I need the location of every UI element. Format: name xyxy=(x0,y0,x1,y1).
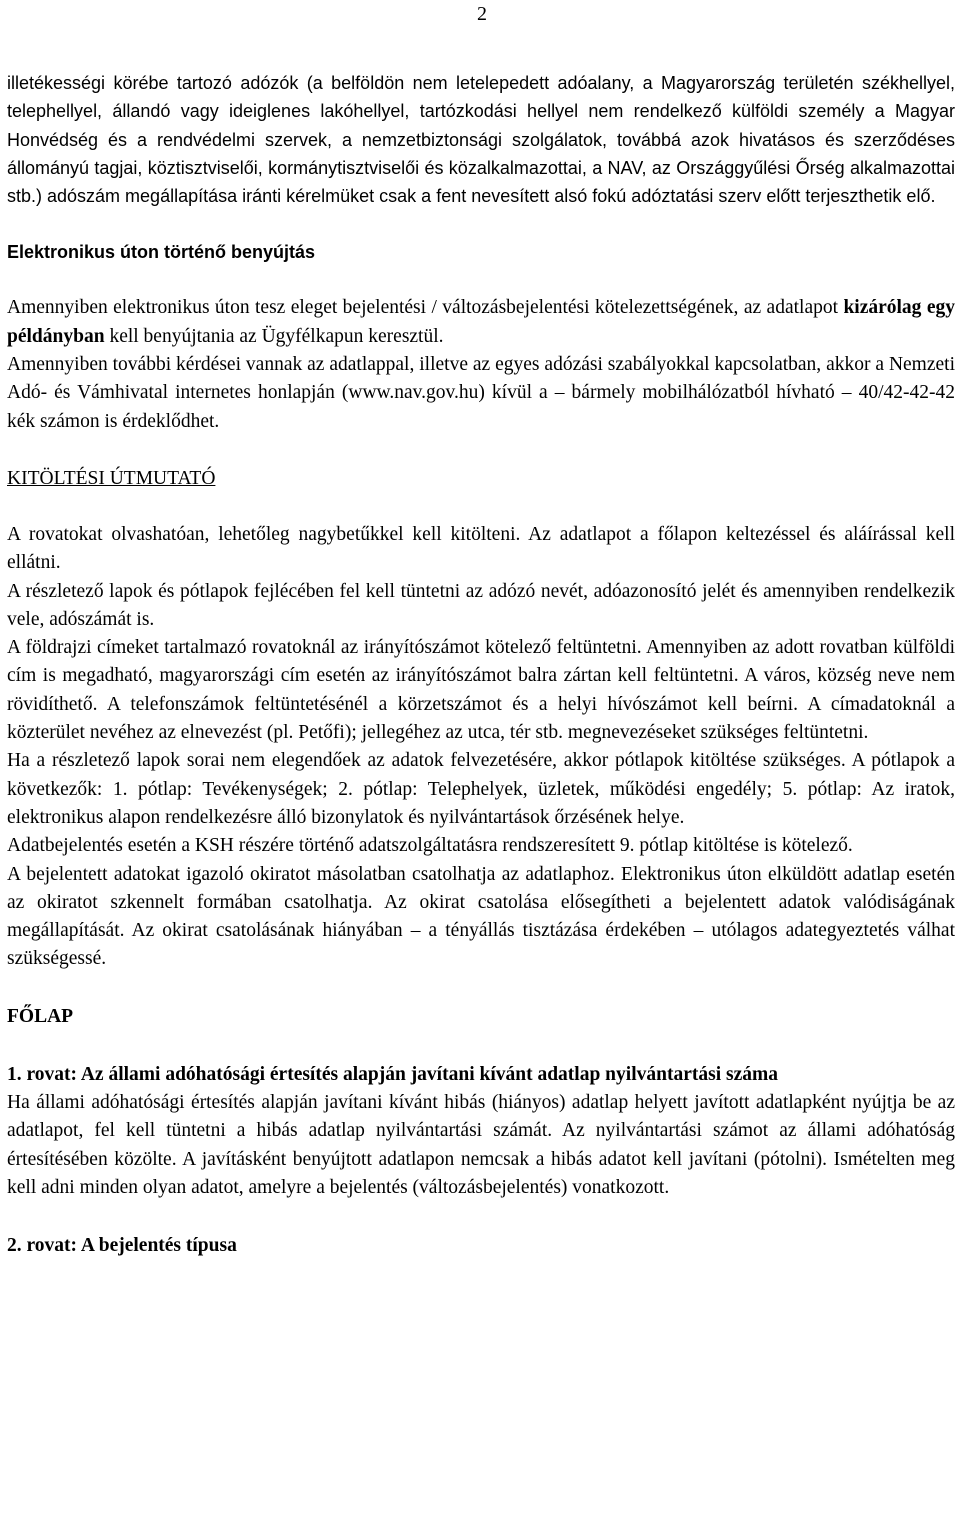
electronic-p1-before: Amennyiben elektronikus úton tesz eleget bejelentési / változásbejelentési kötelezettségének, az adatlapot xyxy=(7,297,844,319)
section-1-text: Ha állami adóhatósági értesítés alapján javítani kívánt hibás (hiányos) adatlap helyett javított adatlapként nyújtja be az adatlapot, fel kell tüntetni a hibás adatlap nyilvántartási számát. Az nyilvántartási számot az állami adóhatóság értesítésében közölte. A javításként benyújtott adatlapon nemcsak a hibás adatot kell javítani (pótolni). Ismételten meg kell adni minden olyan adatot, amelyre a bejelentés (változásbejelentés) vonatkozott. xyxy=(7,1092,955,1198)
intro-text-a: illetékességi körébe tartozó adózók (a belföldön nem letelepedett adóalany, a Magyarország területén székhellyel, telephellyel, állandó vagy ideiglenes lakóhellyel, tartózkodási hellyel nem rendelkező külföldi személy a Magyar Honvédség és a rendvédelmi szervek, a nemzetbiztonsági szolgálatok, továbbá azok hivatásos és szerződéses állományú tagjai, köztisztviselői, kormánytisztviselői és közalkalmazottai, a NAV, az Országgyűlési Őrség alkalmazottai stb. xyxy=(7,73,955,207)
guide-paragraph-3: A földrajzi címeket tartalmazó rovatoknál az irányítószámot kötelező feltüntetni. Amennyiben az adott rovatban külföldi cím is megadható, magyarországi cím esetén az irányítószámot balra zártan kell feltüntetni. A város, község neve nem rövidíthető. A telefonszámok feltüntetésénél a körzetszámot és a helyi hívószámot kell beírni. A címadatoknál a közterület nevéhez az elnevezést (pl. Petőfi); jellegéhez az utca, tér stb. megnevezéseket szükséges feltüntetni. xyxy=(7,637,955,744)
guide-heading: KITÖLTÉSI ÚTMUTATÓ xyxy=(7,467,216,489)
guide-paragraph-6: A bejelentett adatokat igazoló okiratot másolatban csatolhatja az adatlaphoz. Elektronikus úton elküldött adatlap esetén az okiratot szkennelt formában csatolhatja. Az okirat csatolása elősegítheti a bejelentett adatok valódiságának megállapítását. Az okirat csatolásának hiányában – a tényállás tisztázása érdekében – utólagos adategyeztetés válhat szükségessé. xyxy=(7,863,955,970)
electronic-paragraph-1 xyxy=(7,294,955,351)
main-sheet-heading: FŐLAP xyxy=(7,1005,74,1027)
guide-paragraph-1: A rovatokat olvashatóan, lehetőleg nagybetűkkel kell kitölteni. Az adatlapot a főlapon keltezéssel és aláírással kell ellátni. xyxy=(7,523,955,574)
electronic-paragraph-2: Amennyiben további kérdései vannak az adatlappal, illetve az egyes adózási szabályokkal kapcsolatban, akkor a Nemzeti Adó- és Vámhivatal internetes honlapján (www.nav.gov.hu) kívül a – bármely mobilhálózatból hívható – 40/42-42-42 kék számon is érdeklődhet. xyxy=(7,354,955,432)
intro-text-b: ) adószám megállapítása iránti kérelmüket csak a fent nevesített alsó fokú adóztatási szerv előtt terjeszthetik elő. xyxy=(36,186,936,207)
electronic-p1-after: kell benyújtania az Ügyfélkapun keresztül. xyxy=(104,325,444,347)
page-number: 2 xyxy=(477,3,487,25)
section-1-heading: 1. rovat: Az állami adóhatósági értesítés alapján javítani kívánt adatlap nyilvántartási száma xyxy=(7,1063,778,1085)
intro-paragraph xyxy=(7,69,955,210)
guide-paragraph-4: Ha a részletező lapok sorai nem elegendőek az adatok felvezetésére, akkor pótlapok kitöltése szükséges. A pótlapok a következők: 1. pótlap: Tevékenységek; 2. pótlap: Telephelyek, üzletek, működési engedély; 5. pótlap: Az iratok, elektronikus alapon rendelkezésre álló bizonylatok és nyilvántartások őrzésének helye. xyxy=(7,750,955,828)
electronic-heading: Elektronikus úton történő benyújtás xyxy=(7,242,316,263)
guide-paragraph-2: A részletező lapok és pótlapok fejlécében fel kell tüntetni az adózó nevét, adóazonosító jelét és amennyiben rendelkezik vele, adószámát is. xyxy=(7,580,955,630)
electronic-p1-bold: kizárólag egy példányban xyxy=(7,297,955,347)
guide-paragraph-5: Adatbejelentés esetén a KSH részére történő adatszolgáltatásra rendszeresített 9. pótlap kitöltése is kötelező. xyxy=(7,835,853,857)
section-2-heading: 2. rovat: A bejelentés típusa xyxy=(7,1235,237,1257)
document-body xyxy=(7,69,955,1261)
